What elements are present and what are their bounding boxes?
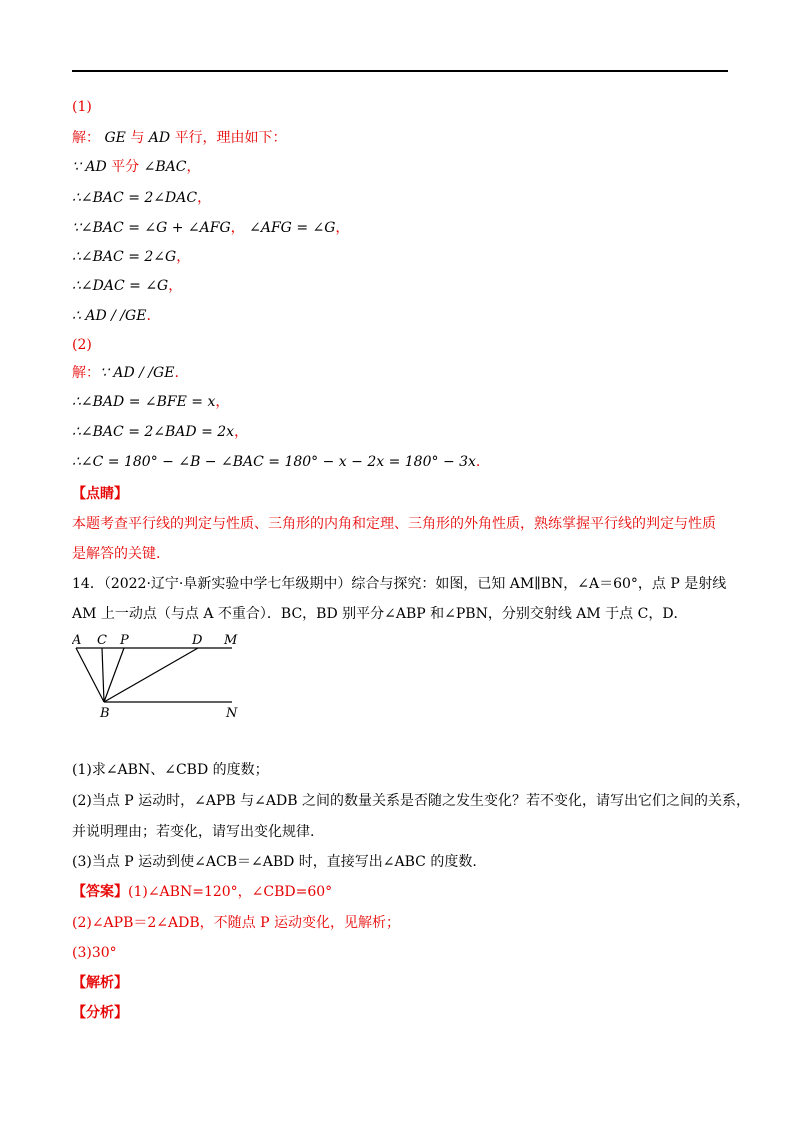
answer-3: (3)30° [72, 945, 117, 961]
part1-tag: (1) [72, 99, 92, 115]
solution-line-6 [72, 276, 182, 296]
math-l5: ∴∠BAC = 2∠G [72, 249, 177, 265]
label-b: B [100, 706, 110, 721]
solution-line-5 [72, 247, 190, 267]
period: . [475, 454, 481, 470]
q14-line-1: 14．（2022·辽宁·阜新实验中学七年级期中）综合与探究：如图，已知 AM∥BN，∠A＝60°，点 P 是射线 [72, 576, 727, 592]
q14-sub-2a: (2)当点 P 运动时，∠APB 与∠ADB 之间的数量关系是否随之发生变化？若不变化，请写出它们之间的关系， [72, 793, 750, 809]
comma: ， [176, 249, 191, 265]
math-l7: ∴ AD / /GE [72, 308, 147, 324]
solution-line-3 [72, 188, 211, 208]
label-c: C [97, 633, 107, 648]
math-l10: ∴∠BAC = 2∠BAD = 2x [72, 424, 235, 440]
dianjing-text-2: 是解答的关键. [72, 546, 161, 562]
jie-label: 解： [72, 365, 100, 381]
segment-db [104, 648, 198, 702]
solution-line-2 [72, 157, 200, 177]
text-yu: 与 [130, 130, 145, 146]
comma: ， [234, 424, 249, 440]
solution-line-7 [72, 306, 151, 326]
solution-line-9 [72, 392, 229, 412]
comma: ， [168, 278, 183, 294]
period: . [146, 308, 151, 324]
q14-line-2: AM 上一动点（与点 A 不重合）．BC，BD 别平分∠ABP 和∠PBN，分别交射线 AM 于点 C，D． [72, 606, 688, 622]
comma: ， [230, 220, 245, 236]
answer-1: (1)∠ABN=120°，∠CBD=60° [128, 884, 333, 900]
math-ge: GE [104, 130, 126, 146]
label-p: P [120, 633, 129, 648]
math-l9: ∴∠BAD = ∠BFE = x [72, 394, 216, 410]
fenxi-tag: 【分析】 [72, 1005, 128, 1021]
comma: ， [335, 220, 350, 236]
jie-label: 解： [72, 130, 100, 146]
q14-sub-2b: 并说明理由；若变化，请写出变化规律. [72, 824, 315, 840]
label-d: D [192, 633, 203, 648]
q14-sub-1: (1)求∠ABN、∠CBD 的度数； [72, 762, 269, 778]
text-reason: 平行，理由如下： [174, 130, 287, 146]
answer-2: (2)∠APB＝2∠ADB，不随点 P 运动变化，见解析； [72, 915, 400, 931]
answer-tag: 【答案】 [72, 884, 128, 900]
solution-line-1 [72, 128, 287, 148]
segment-ab [76, 648, 104, 702]
math-l6: ∴∠DAC = ∠G [72, 278, 169, 294]
math-l3: ∴∠BAC = 2∠DAC [72, 190, 198, 206]
dianjing-tag: 【点睛】 [72, 486, 128, 502]
segment-pb [104, 648, 124, 702]
label-n: N [226, 706, 238, 721]
comma: ， [215, 394, 230, 410]
text-bisect: 平分 [111, 159, 140, 175]
solution-line-4 [72, 218, 349, 238]
math-ad: AD [148, 130, 171, 146]
answer-line-1 [72, 882, 332, 902]
math-l11: ∴∠C = 180° − ∠B − ∠BAC = 180° − x − 2x = 180° − 3x [72, 454, 476, 470]
header-rule [72, 70, 728, 72]
solution-line-8 [72, 363, 179, 383]
dianjing-text-1: 本题考查平行线的判定与性质、三角形的内角和定理、三角形的外角性质，熟练掌握平行线的判定与性质 [72, 516, 716, 532]
math-because-ad: ∵ AD [72, 159, 107, 175]
jiexi-tag: 【解析】 [72, 975, 128, 991]
segment-cb [102, 648, 104, 702]
label-a: A [72, 633, 82, 648]
comma: ， [186, 159, 201, 175]
label-m: M [224, 633, 238, 648]
solution-line-10 [72, 422, 248, 442]
part2-tag: (2) [72, 337, 92, 353]
q14-sub-3: (3)当点 P 运动到使∠ACB＝∠ABD 时，直接写出∠ABC 的度数. [72, 854, 477, 870]
comma: ， [197, 190, 212, 206]
solution-line-11 [72, 452, 480, 472]
math-l4b: ∠AFG = ∠G [249, 220, 336, 236]
math-bac: ∠BAC [143, 159, 187, 175]
math-l4a: ∵∠BAC = ∠G + ∠AFG [72, 220, 231, 236]
period: . [174, 365, 179, 381]
math-l8: ∵ AD / /GE [100, 365, 175, 381]
geometry-figure [72, 632, 252, 722]
